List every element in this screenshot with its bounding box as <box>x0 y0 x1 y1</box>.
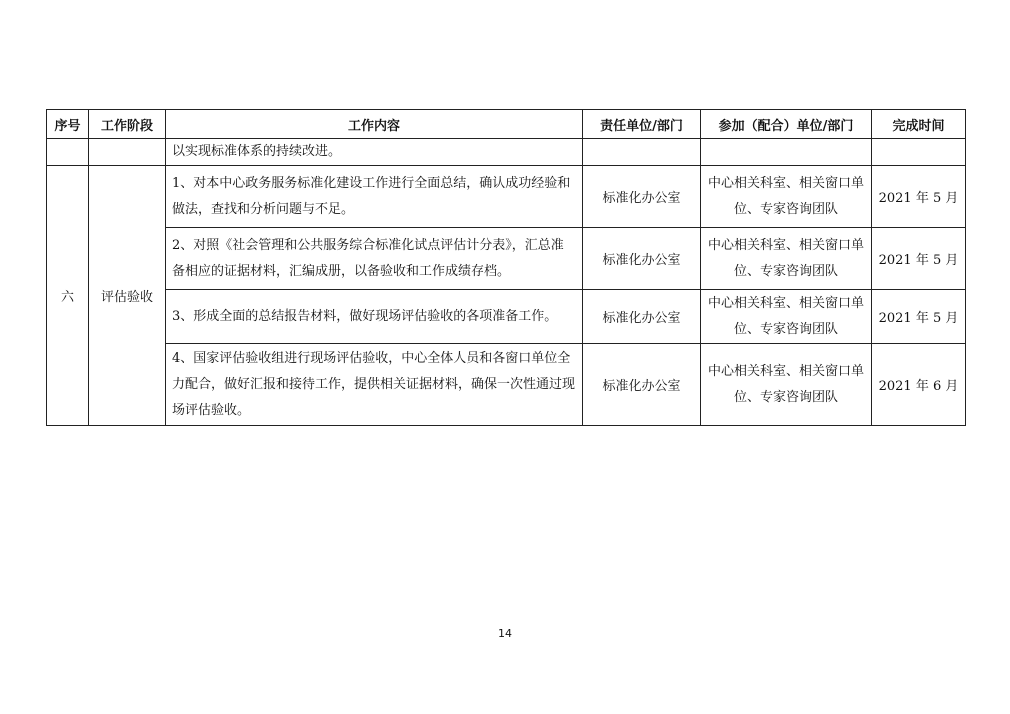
header-content: 工作内容 <box>166 110 583 139</box>
row-deadline: 2021 年 5 月 <box>872 228 966 290</box>
table-header-row <box>47 110 966 139</box>
row-responsible: 标准化办公室 <box>583 166 701 228</box>
row-content: 2、对照《社会管理和公共服务综合标准化试点评估计分表》，汇总准备相应的证据材料，汇编成册，以备验收和工作成绩存档。 <box>166 228 583 290</box>
row-responsible: 标准化办公室 <box>583 290 701 344</box>
table-row <box>47 290 966 344</box>
table-row-continuation <box>47 139 966 166</box>
header-participants: 参加（配合）单位/部门 <box>701 110 872 139</box>
continuation-responsible <box>583 139 701 166</box>
row-deadline: 2021 年 5 月 <box>872 290 966 344</box>
continuation-deadline <box>872 139 966 166</box>
continuation-participants <box>701 139 872 166</box>
continuation-seq <box>47 139 89 166</box>
row-responsible: 标准化办公室 <box>583 228 701 290</box>
row-content: 4、国家评估验收组进行现场评估验收，中心全体人员和各窗口单位全力配合，做好汇报和接待工作，提供相关证据材料，确保一次性通过现场评估验收。 <box>166 344 583 426</box>
row-responsible: 标准化办公室 <box>583 344 701 426</box>
table-row <box>47 228 966 290</box>
row-participants: 中心相关科室、相关窗口单位、专家咨询团队 <box>701 166 872 228</box>
continuation-content: 以实现标准体系的持续改进。 <box>166 139 583 166</box>
row-deadline: 2021 年 6 月 <box>872 344 966 426</box>
continuation-stage <box>89 139 166 166</box>
header-responsible: 责任单位/部门 <box>583 110 701 139</box>
row-content: 1、对本中心政务服务标准化建设工作进行全面总结，确认成功经验和做法，查找和分析问题与不足。 <box>166 166 583 228</box>
row-content: 3、形成全面的总结报告材料，做好现场评估验收的各项准备工作。 <box>166 290 583 344</box>
header-deadline: 完成时间 <box>872 110 966 139</box>
row-deadline: 2021 年 5 月 <box>872 166 966 228</box>
row-participants: 中心相关科室、相关窗口单位、专家咨询团队 <box>701 290 872 344</box>
work-plan-table <box>46 109 966 426</box>
stage-name: 评估验收 <box>89 166 166 426</box>
page-number: 14 <box>498 627 512 640</box>
table-row <box>47 166 966 228</box>
table-row <box>47 344 966 426</box>
header-stage: 工作阶段 <box>89 110 166 139</box>
stage-number: 六 <box>47 166 89 426</box>
row-participants: 中心相关科室、相关窗口单位、专家咨询团队 <box>701 228 872 290</box>
header-seq: 序号 <box>47 110 89 139</box>
row-participants: 中心相关科室、相关窗口单位、专家咨询团队 <box>701 344 872 426</box>
